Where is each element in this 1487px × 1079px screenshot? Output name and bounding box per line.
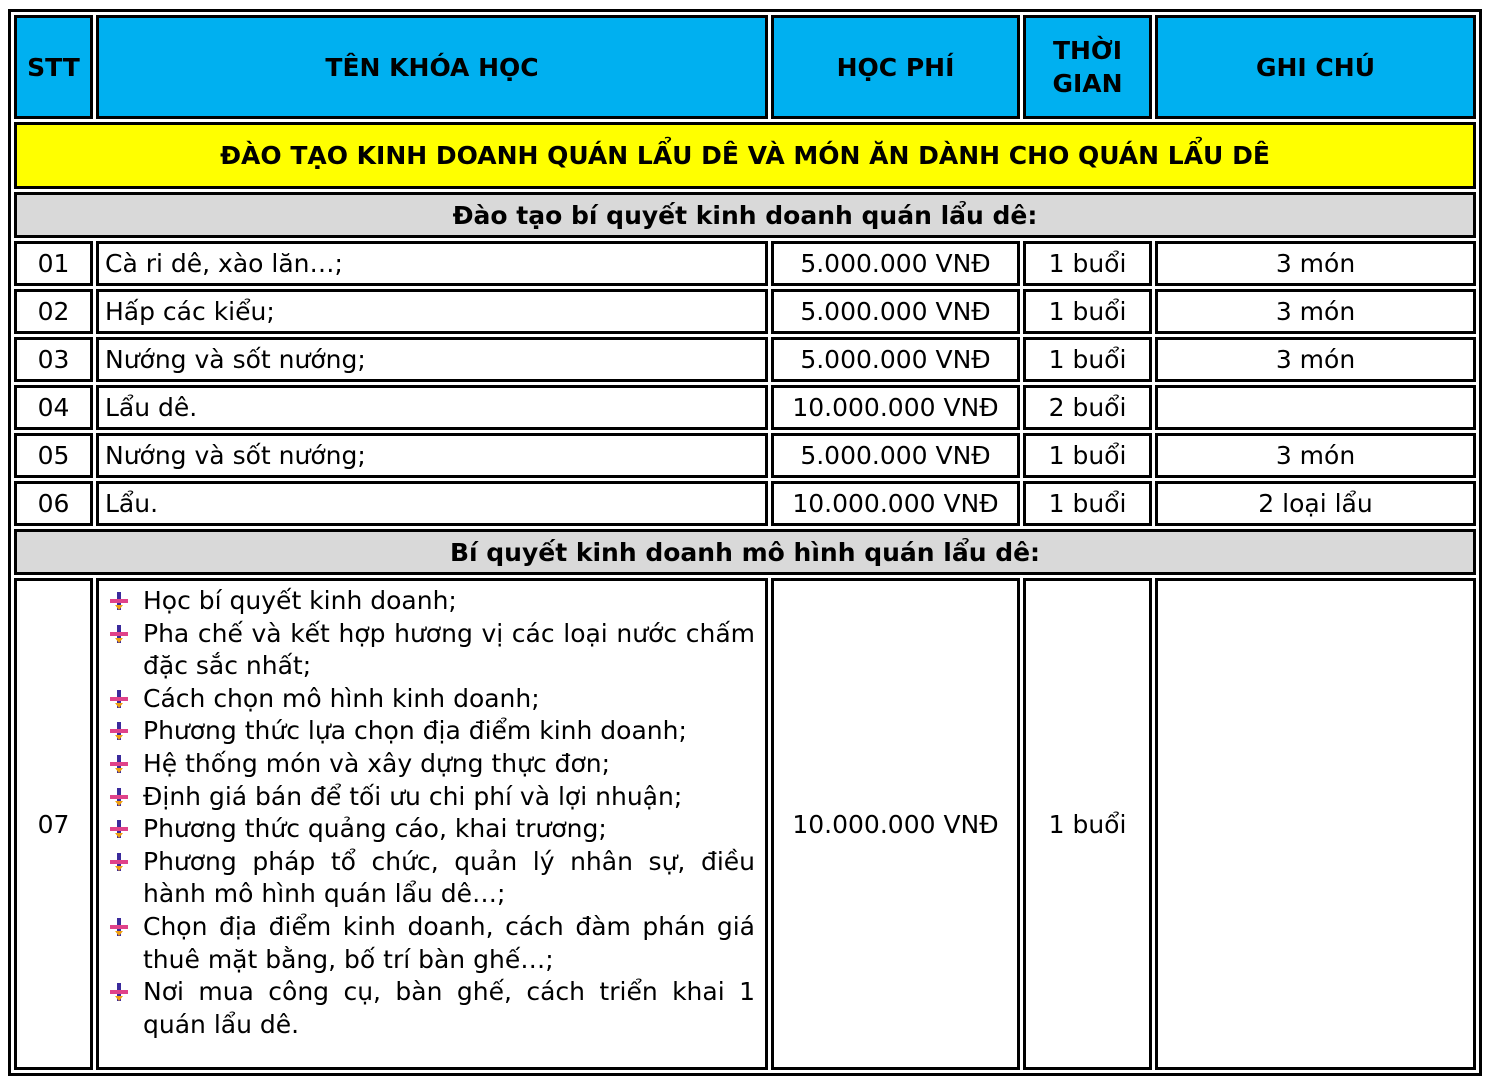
row-duration: 1 buổi	[1023, 337, 1152, 382]
row-duration: 1 buổi	[1023, 433, 1152, 478]
row-note: 3 món	[1155, 337, 1476, 382]
section-row-2	[14, 529, 1476, 575]
list-item: Phương thức quảng cáo, khai trương;	[107, 813, 755, 846]
row-note: 2 loại lẩu	[1155, 481, 1476, 526]
row-course-name: Lẩu.	[96, 481, 768, 526]
row-course-name: Nướng và sốt nướng;	[96, 337, 768, 382]
header-duration	[1023, 15, 1152, 119]
header-duration-line1: THỜI	[1052, 36, 1123, 65]
header-fee: HỌC PHÍ	[771, 15, 1020, 119]
row-fee: 10.000.000 VNĐ	[771, 481, 1020, 526]
list-item: Pha chế và kết hợp hương vị các loại nước chấm đặc sắc nhất;	[107, 618, 755, 683]
list-item: Học bí quyết kinh doanh;	[107, 585, 755, 618]
plus-arrow-bullet-icon	[109, 819, 129, 839]
plus-arrow-bullet-icon	[109, 852, 129, 872]
package-row	[14, 578, 1476, 1070]
row-note: 3 món	[1155, 433, 1476, 478]
course-table	[8, 9, 1482, 1076]
section-heading-1: Đào tạo bí quyết kinh doanh quán lẩu dê:	[14, 192, 1476, 238]
plus-arrow-bullet-icon	[109, 591, 129, 611]
package-stt: 07	[14, 578, 93, 1070]
row-fee: 5.000.000 VNĐ	[771, 433, 1020, 478]
row-stt: 04	[14, 385, 93, 430]
row-duration: 1 buổi	[1023, 481, 1152, 526]
row-fee: 5.000.000 VNĐ	[771, 241, 1020, 286]
table-row	[14, 241, 1476, 286]
row-stt: 05	[14, 433, 93, 478]
section-heading-2: Bí quyết kinh doanh mô hình quán lẩu dê:	[14, 529, 1476, 575]
list-item: Phương pháp tổ chức, quản lý nhân sự, điều hành mô hình quán lẩu dê…;	[107, 846, 755, 911]
plus-arrow-bullet-icon	[109, 787, 129, 807]
header-row	[14, 15, 1476, 119]
table-row	[14, 433, 1476, 478]
row-course-name: Hấp các kiểu;	[96, 289, 768, 334]
package-fee: 10.000.000 VNĐ	[771, 578, 1020, 1070]
row-duration: 1 buổi	[1023, 241, 1152, 286]
row-course-name: Nướng và sốt nướng;	[96, 433, 768, 478]
row-note: 3 món	[1155, 241, 1476, 286]
section-row-1	[14, 192, 1476, 238]
plus-arrow-bullet-icon	[109, 689, 129, 709]
list-item: Hệ thống món và xây dựng thực đơn;	[107, 748, 755, 781]
row-stt: 02	[14, 289, 93, 334]
row-duration: 1 buổi	[1023, 289, 1152, 334]
row-stt: 01	[14, 241, 93, 286]
row-duration: 2 buổi	[1023, 385, 1152, 430]
list-item: Cách chọn mô hình kinh doanh;	[107, 683, 755, 716]
plus-arrow-bullet-icon	[109, 982, 129, 1002]
row-fee: 5.000.000 VNĐ	[771, 289, 1020, 334]
package-note	[1155, 578, 1476, 1070]
table-row	[14, 337, 1476, 382]
plus-arrow-bullet-icon	[109, 721, 129, 741]
plus-arrow-bullet-icon	[109, 754, 129, 774]
row-fee: 10.000.000 VNĐ	[771, 385, 1020, 430]
table-row	[14, 289, 1476, 334]
row-fee: 5.000.000 VNĐ	[771, 337, 1020, 382]
header-stt: STT	[14, 15, 93, 119]
table-row	[14, 481, 1476, 526]
plus-arrow-bullet-icon	[109, 624, 129, 644]
row-stt: 06	[14, 481, 93, 526]
header-course-name: TÊN KHÓA HỌC	[96, 15, 768, 119]
package-duration: 1 buổi	[1023, 578, 1152, 1070]
title-row	[14, 122, 1476, 189]
row-note: 3 món	[1155, 289, 1476, 334]
row-course-name: Lẩu dê.	[96, 385, 768, 430]
list-item: Phương thức lựa chọn địa điểm kinh doanh;	[107, 715, 755, 748]
row-stt: 03	[14, 337, 93, 382]
plus-arrow-bullet-icon	[109, 917, 129, 937]
header-note: GHI CHÚ	[1155, 15, 1476, 119]
row-course-name: Cà ri dê, xào lăn…;	[96, 241, 768, 286]
header-duration-line2: GIAN	[1052, 69, 1123, 98]
row-note	[1155, 385, 1476, 430]
list-item: Chọn địa điểm kinh doanh, cách đàm phán giá thuê mặt bằng, bố trí bàn ghế…;	[107, 911, 755, 976]
list-item: Định giá bán để tối ưu chi phí và lợi nhuận;	[107, 781, 755, 814]
table-title: ĐÀO TẠO KINH DOANH QUÁN LẨU DÊ VÀ MÓN ĂN DÀNH CHO QUÁN LẨU DÊ	[14, 122, 1476, 189]
package-contents	[96, 578, 768, 1070]
package-item-list	[99, 581, 765, 1041]
table-row	[14, 385, 1476, 430]
list-item: Nơi mua công cụ, bàn ghế, cách triển khai 1 quán lẩu dê.	[107, 976, 755, 1041]
